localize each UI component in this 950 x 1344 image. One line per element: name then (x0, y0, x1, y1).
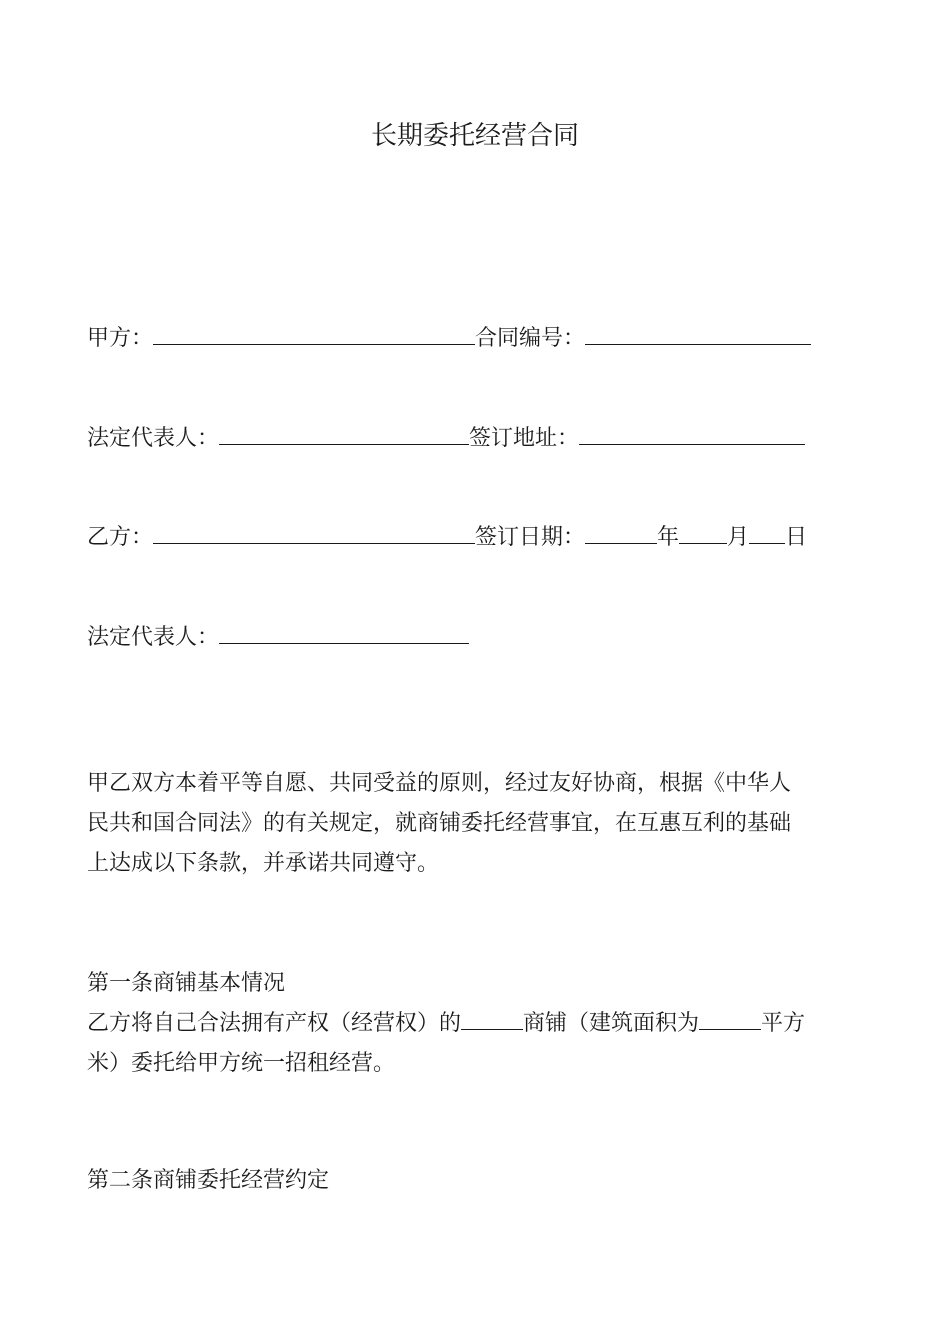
party-b-label: 乙方： (87, 525, 154, 550)
sign-address-label: 签订地址： (469, 426, 580, 451)
article-2 (87, 1161, 867, 1201)
shop-name-blank[interactable] (461, 1005, 523, 1030)
legal-rep-b-row (87, 619, 469, 654)
party-a-row (87, 320, 811, 355)
article-1-text-b: 商铺（建筑面积为 (523, 1011, 700, 1036)
party-b-row (87, 519, 807, 554)
intro-line-2: 民共和国合同法》的有关规定，就商铺委托经营事宜，在互惠互利的基础 (87, 811, 792, 836)
article-1-heading: 第一条商铺基本情况 (87, 971, 286, 996)
contract-no-label: 合同编号： (475, 326, 586, 351)
article-1-line-2: 米）委托给甲方统一招租经营。 (87, 1051, 396, 1076)
party-a-label: 甲方： (87, 326, 154, 351)
document-title: 长期委托经营合同 (370, 121, 579, 151)
month-label: 月 (727, 525, 750, 550)
day-blank[interactable] (749, 519, 785, 544)
year-label: 年 (657, 525, 680, 550)
party-a-blank[interactable] (153, 320, 475, 345)
month-blank[interactable] (679, 519, 727, 544)
article-1-line-1 (87, 1004, 867, 1044)
intro-line-3: 上达成以下条款，并承诺共同遵守。 (87, 851, 440, 876)
year-blank[interactable] (585, 519, 657, 544)
party-b-blank[interactable] (153, 519, 475, 544)
legal-rep-a-row (87, 420, 805, 455)
day-label: 日 (785, 525, 808, 550)
article-2-heading: 第二条商铺委托经营约定 (87, 1168, 330, 1193)
intro-paragraph (87, 764, 867, 884)
sign-address-blank[interactable] (579, 420, 805, 445)
legal-rep-b-label: 法定代表人： (87, 625, 220, 650)
intro-line-1: 甲乙双方本着平等自愿、共同受益的原则，经过友好协商，根据《中华人 (87, 771, 792, 796)
floor-area-blank[interactable] (699, 1005, 761, 1030)
article-1-text-c: 平方 (761, 1011, 806, 1036)
sign-date-label: 签订日期： (475, 525, 586, 550)
legal-rep-b-blank[interactable] (219, 619, 469, 644)
article-1-text-a: 乙方将自己合法拥有产权（经营权）的 (87, 1011, 462, 1036)
legal-rep-a-blank[interactable] (219, 420, 469, 445)
article-1 (87, 964, 867, 1084)
contract-no-blank[interactable] (585, 320, 811, 345)
legal-rep-a-label: 法定代表人： (87, 426, 220, 451)
